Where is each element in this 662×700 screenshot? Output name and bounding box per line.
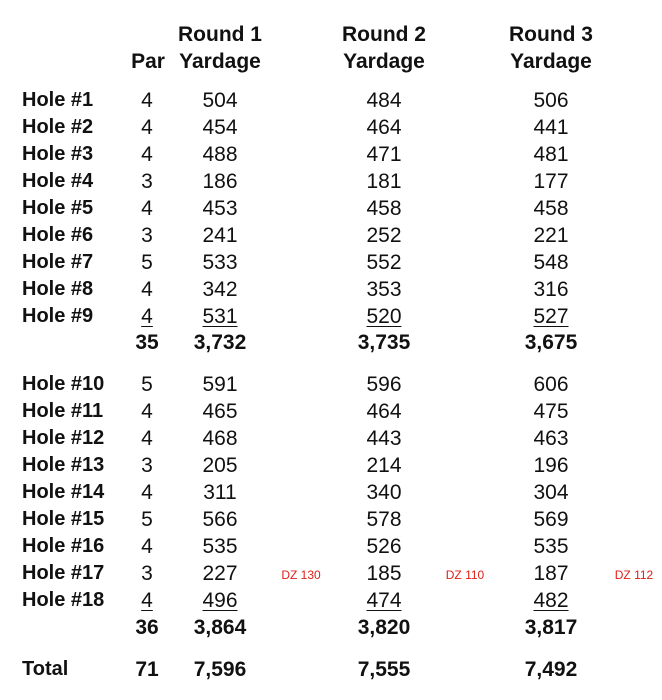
yardage-r1: 591	[202, 373, 238, 396]
yardage-r3: 196	[533, 454, 569, 477]
round1-header-line2: Yardage	[179, 50, 261, 73]
yardage-r2: 340	[366, 481, 402, 504]
yardage-r2: 578	[366, 508, 402, 531]
hole-label: Hole #1	[22, 89, 94, 111]
back-nine-total-r2: 3,820	[357, 616, 411, 639]
par-value: 3	[141, 170, 153, 193]
yardage-r1: 241	[202, 224, 238, 247]
front-nine-total-r2: 3,735	[357, 331, 411, 354]
yardage-r3: 463	[533, 427, 569, 450]
par-value: 3	[141, 224, 153, 247]
hole-label: Hole #14	[22, 481, 105, 503]
yardage-r3: 506	[533, 89, 569, 112]
hole-label: Hole #12	[22, 427, 105, 449]
hole-label: Hole #13	[22, 454, 105, 476]
yardage-r3: 316	[533, 278, 569, 301]
par-value: 4	[141, 197, 153, 220]
hole-label: Hole #18	[22, 589, 105, 611]
hole-label: Hole #2	[22, 116, 94, 138]
grand-total-r3: 7,492	[524, 658, 578, 681]
par-value: 5	[141, 251, 153, 274]
yardage-r1: 227	[202, 562, 238, 585]
yardage-r3: 606	[533, 373, 569, 396]
yardage-r3: 475	[533, 400, 569, 423]
par-value: 4	[141, 143, 153, 166]
drop-zone-note: DZ 112	[614, 568, 654, 582]
par-value: 3	[141, 562, 153, 585]
round2-header-line2: Yardage	[343, 50, 425, 73]
round1-header-line1: Round 1	[178, 23, 262, 46]
front-nine-total-par: 35	[135, 331, 159, 354]
yardage-r1: 186	[202, 170, 238, 193]
grand-total-r1: 7,596	[193, 658, 247, 681]
yardage-r2: 474	[366, 589, 402, 612]
drop-zone-note: DZ 110	[445, 568, 485, 582]
hole-label: Hole #15	[22, 508, 105, 530]
par-value: 4	[141, 481, 153, 504]
yardage-r2: 353	[366, 278, 402, 301]
grand-total-r2: 7,555	[357, 658, 411, 681]
hole-label: Hole #17	[22, 562, 105, 584]
yardage-r2: 458	[366, 197, 402, 220]
yardage-r2: 552	[366, 251, 402, 274]
yardage-r2: 464	[366, 116, 402, 139]
yardage-r3: 535	[533, 535, 569, 558]
yardage-r3: 441	[533, 116, 569, 139]
yardage-r1: 531	[202, 305, 238, 328]
yardage-r3: 304	[533, 481, 569, 504]
hole-label: Hole #3	[22, 143, 94, 165]
yardage-r2: 214	[366, 454, 402, 477]
par-value: 4	[141, 535, 153, 558]
yardage-r2: 596	[366, 373, 402, 396]
round2-header-line1: Round 2	[342, 23, 426, 46]
front-nine-total-r3: 3,675	[524, 331, 578, 354]
par-value: 4	[141, 400, 153, 423]
hole-label: Hole #9	[22, 305, 94, 327]
round3-header-line2: Yardage	[510, 50, 592, 73]
par-value: 4	[141, 305, 153, 328]
hole-label: Hole #6	[22, 224, 94, 246]
yardage-r1: 311	[203, 481, 237, 504]
back-nine-total-par: 36	[135, 616, 159, 639]
hole-label: Hole #7	[22, 251, 94, 273]
grand-total-label: Total	[22, 658, 69, 680]
yardage-r3: 221	[533, 224, 569, 247]
yardage-r3: 187	[533, 562, 569, 585]
yardage-r1: 504	[202, 89, 238, 112]
hole-label: Hole #4	[22, 170, 94, 192]
yardage-r1: 468	[202, 427, 238, 450]
yardage-r2: 520	[366, 305, 402, 328]
yardage-r2: 181	[366, 170, 402, 193]
hole-label: Hole #11	[22, 400, 104, 422]
front-nine-total-r1: 3,732	[193, 331, 247, 354]
hole-label: Hole #10	[22, 373, 105, 395]
hole-label: Hole #8	[22, 278, 94, 300]
yardage-r1: 496	[202, 589, 238, 612]
yardage-r2: 526	[366, 535, 402, 558]
par-value: 5	[141, 373, 153, 396]
yardage-r1: 342	[202, 278, 238, 301]
yardage-r3: 458	[533, 197, 569, 220]
yardage-r2: 464	[366, 400, 402, 423]
yardage-r2: 185	[366, 562, 402, 585]
round3-header-line1: Round 3	[509, 23, 593, 46]
hole-label: Hole #5	[22, 197, 94, 219]
yardage-r1: 488	[202, 143, 238, 166]
par-value: 4	[141, 278, 153, 301]
yardage-r2: 484	[366, 89, 402, 112]
yardage-r2: 252	[366, 224, 402, 247]
yardage-r3: 482	[533, 589, 569, 612]
yardage-r1: 533	[202, 251, 238, 274]
par-value: 4	[141, 427, 153, 450]
yardage-r3: 569	[533, 508, 569, 531]
yardage-r2: 471	[366, 143, 402, 166]
hole-label: Hole #16	[22, 535, 105, 557]
yardage-r3: 527	[533, 305, 569, 328]
grand-total-par: 71	[135, 658, 159, 681]
back-nine-total-r3: 3,817	[524, 616, 578, 639]
yardage-r3: 481	[533, 143, 569, 166]
yardage-r3: 548	[533, 251, 569, 274]
par-value: 4	[141, 116, 153, 139]
yardage-r1: 454	[202, 116, 238, 139]
yardage-r1: 566	[202, 508, 238, 531]
yardage-r1: 465	[202, 400, 238, 423]
par-value: 5	[141, 508, 153, 531]
drop-zone-note: DZ 130	[281, 568, 321, 582]
par-value: 3	[141, 454, 153, 477]
yardage-r1: 205	[202, 454, 238, 477]
yardage-r2: 443	[366, 427, 402, 450]
par-value: 4	[141, 89, 153, 112]
par-header: Par	[131, 50, 165, 73]
yardage-r3: 177	[533, 170, 569, 193]
yardage-r1: 453	[202, 197, 238, 220]
par-value: 4	[141, 589, 153, 612]
yardage-r1: 535	[202, 535, 238, 558]
back-nine-total-r1: 3,864	[193, 616, 247, 639]
